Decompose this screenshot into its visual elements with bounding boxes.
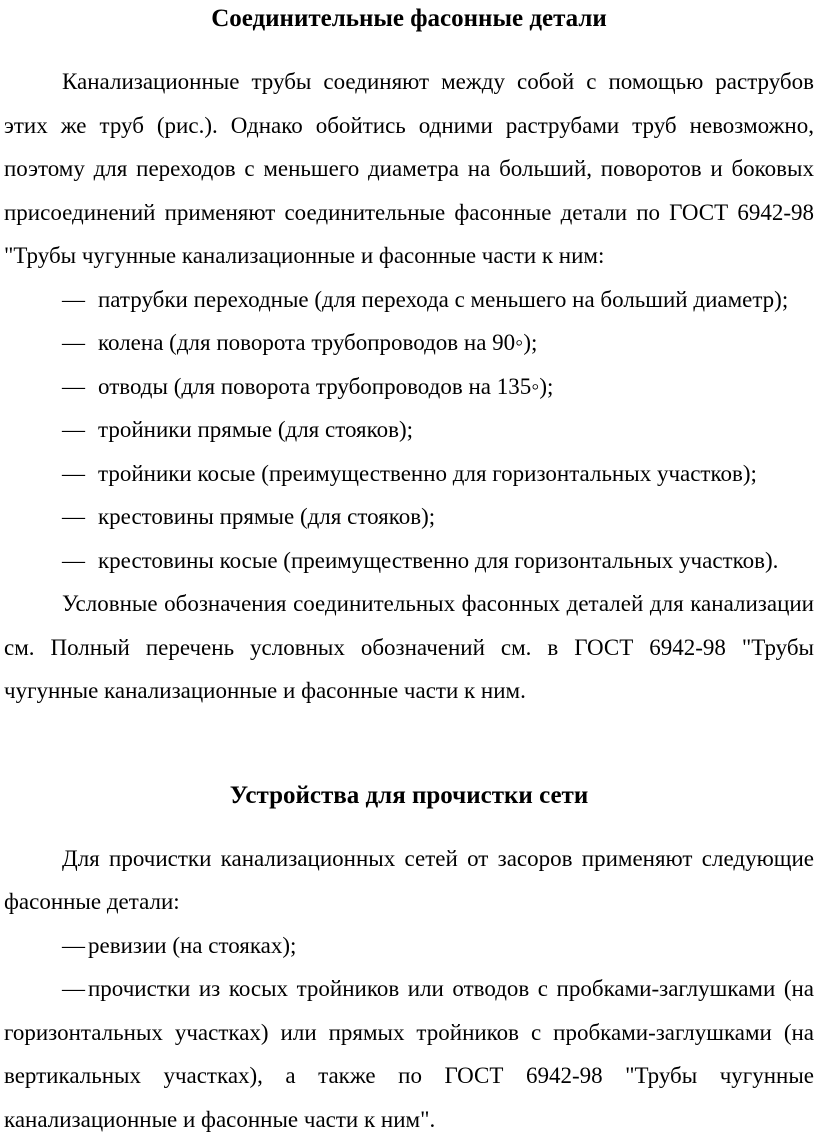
section-title-fittings: Соединительные фасонные детали xyxy=(211,5,607,32)
list-item-text: отводы (для поворота трубопроводов на 135◦); xyxy=(98,373,554,399)
fittings-list xyxy=(4,278,814,583)
section-title-cleaning: Устройства для прочистки сети xyxy=(229,781,589,809)
dash-marker: — xyxy=(62,504,85,529)
list-item-text: патрубки переходные (для перехода с меньшего на больший диаметр); xyxy=(98,286,789,312)
intro-paragraph: Канализационные трубы соединяют между собой с помощью раструбов этих же труб (рис.). Однако обойтись одними раструбами труб невозможно, поэтому для переходов с меньшего диаметра на больший, поворотов и боковых присоединений применяют соединительные фасонные детали по ГОСТ 6942-98 "Трубы чугунные канализационные и фасонные части к ним: xyxy=(4,69,814,268)
dash-marker: — xyxy=(62,417,85,442)
list-item xyxy=(4,452,814,496)
spacer xyxy=(4,815,814,837)
list-item-text: тройники прямые (для стояков); xyxy=(98,417,414,442)
dash-marker: — xyxy=(62,976,85,1001)
list-item-text: прочистки из косых тройников или отводов с пробками-заглушками (на горизонтальных участках) или прямых тройников с пробками-заглушками (на вертикальных участках), а также по ГОСТ 6942-98 "Трубы чугунные канализационные и фасонные части к ним". xyxy=(4,976,814,1132)
list-item xyxy=(4,278,814,322)
list-item xyxy=(4,321,814,365)
list-item-text: ревизии (на стояках); xyxy=(88,932,297,958)
cleaning-intro-paragraph: Для прочистки канализационных сетей от засоров применяют следующие фасонные детали: xyxy=(4,845,814,914)
list-item xyxy=(4,495,814,539)
spacer xyxy=(4,38,814,60)
outro-paragraph: Условные обозначения соединительных фасонных деталей для канализации см. Полный перечень условных обозначений см. в ГОСТ 6942-98 "Трубы чугунные канализационные и фасонные части к ним. xyxy=(4,591,814,703)
dash-marker: — xyxy=(62,286,85,312)
dash-marker: — xyxy=(62,460,85,486)
list-item xyxy=(4,539,814,583)
dash-marker: — xyxy=(62,932,85,958)
list-item-text: тройники косые (преимущественно для горизонтальных участков); xyxy=(98,460,757,486)
list-item-text: колена (для поворота трубопроводов на 90◦); xyxy=(98,330,538,355)
list-item xyxy=(4,365,814,409)
dash-marker: — xyxy=(62,547,85,573)
cleaning-item-cleanouts xyxy=(4,967,814,1141)
dash-marker: — xyxy=(62,373,85,399)
list-item-text: крестовины косые (преимущественно для горизонтальных участков). xyxy=(98,547,779,573)
list-item-text: крестовины прямые (для стояков); xyxy=(98,504,436,529)
dash-marker: — xyxy=(62,330,85,355)
cleaning-item-revisions xyxy=(4,924,814,968)
list-item xyxy=(4,408,814,452)
spacer xyxy=(4,713,814,777)
